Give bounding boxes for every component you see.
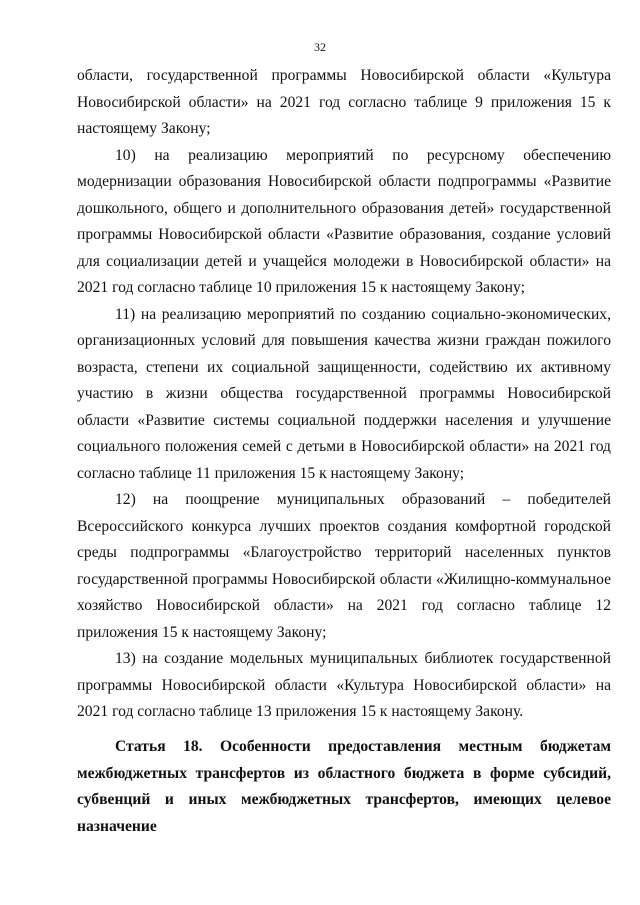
page-number: 32 [314, 40, 326, 54]
paragraph-item-10: 10) на реализацию мероприятий по ресурсному обеспечению модернизации образования Новосибирской области подпрограммы «Развитие дошкольного, общего и дополнительного образования детей» государственной программы Новосибирской области «Развитие образования, создание условий для социализации детей и учащейся молодежи в Новосибирской области» на 2021 год согласно таблице 10 приложения 15 к настоящему Закону; [77, 146, 611, 296]
paragraph-item-13: 13) на создание модельных муниципальных библиотек государственной программы Новосибирской области «Культура Новосибирской области» на 2021 год согласно таблице 13 приложения 15 к настоящему Закону. [77, 650, 611, 720]
body-text [77, 63, 611, 726]
paragraph-continuation: области, государственной программы Новосибирской области «Культура Новосибирской области» на 2021 год согласно таблице 9 приложения 15 к настоящему Закону; [77, 67, 611, 137]
article-18-heading: Статья 18. Особенности предоставления местным бюджетам межбюджетных трансфертов из областного бюджета в форме субсидий, субвенций и иных межбюджетных трансфертов, имеющих целевое назначение [77, 738, 611, 835]
paragraph-item-11: 11) на реализацию мероприятий по созданию социально-экономических, организационных условий для повышения качества жизни граждан пожилого возраста, степени их социальной защищенности, содействию их активному участию в жизни общества государственной программы Новосибирской области «Развитие системы социальной поддержки населения и улучшение социального положения семей с детьми в Новосибирской области» на 2021 год согласно таблице 11 приложения 15 к настоящему Закону; [77, 305, 611, 482]
paragraph-item-12: 12) на поощрение муниципальных образований – победителей Всероссийского конкурса лучших проектов создания комфортной городской среды подпрограммы «Благоустройство территорий населенных пунктов государственной программы Новосибирской области «Жилищно-коммунальное хозяйство Новосибирской области» на 2021 год согласно таблице 12 приложения 15 к настоящему Закону; [77, 491, 611, 641]
